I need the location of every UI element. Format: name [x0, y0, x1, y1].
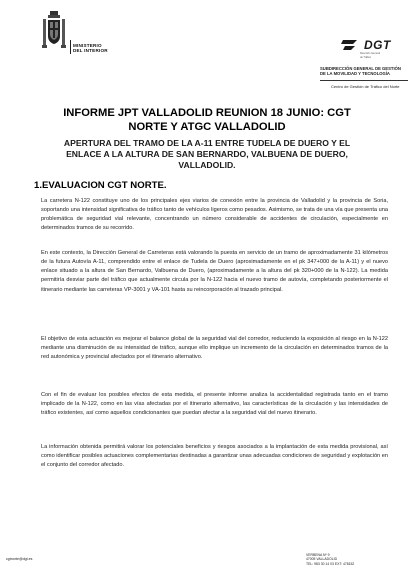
subdireccion-name: [320, 66, 410, 76]
footer-address: [306, 553, 354, 566]
ministry-line-1: MINISTERIO: [73, 43, 102, 48]
subdireccion-line-2: DE LA MOVILIDAD Y TECNOLOGÍA: [320, 71, 390, 76]
paragraph-2: En este contexto, la Dirección General de Carreteras está valorando la puesta en servicio de un tramo de aproximadamente 31 kilómetros de la futura Autovía A-11, comprendido entre el enlace de Tudela de Duero (aproximadamente en el pk 347+000 de la A-11) y el nuevo enlace situado a la altura de San Bernardo, Valbuena de Duero, (aproximadamente a la altura del pk 320+000 de la N-122). La medida permitiría desviar parte del tráfico que actualmente circula por la N-122 hacia el nuevo tramo de autovía, completando posteriormente el itinerario mediante las carreteras VP-3001 y VA-101 hasta su reincorporación al trazado principal.: [41, 250, 388, 293]
paragraph-4: Con el fin de evaluar los posibles efectos de esta medida, el presente informe analiza la accidentalidad registrada tanto en el tramo implicado de la N-122, como en las vías afectadas por el itinerario alternativo, las características de la circulación y las intensidades de tráfico existentes, así como aquellos condicionantes que puedan afectar a la seguridad vial del nuevo itinerario.: [41, 392, 388, 417]
footer-address-line-2: 47005 VALLADOLID: [306, 557, 338, 562]
footer-address-line-1: VERBENA Nº 9: [306, 553, 330, 557]
paragraph-5: La información obtenida permitirá valorar los potenciales beneficios y riesgos asociados a la implantación de esta medida provisional, así como identificar posibles actuaciones complementarias destinadas a garantizar unas adecuadas condiciones de seguridad y explotación en el conjunto del corredor afectado.: [41, 444, 388, 469]
report-title-line-1: INFORME JPT VALLADOLID REUNION 18 JUNIO: CGT: [63, 107, 351, 119]
coat-of-arms-logo: [41, 10, 67, 52]
section-heading: 1.EVALUACION CGT NORTE.: [34, 180, 167, 191]
report-subtitle-line-2: ENLACE A LA ALTURA DE SAN BERNARDO, VALBUENA DE DUERO,: [66, 148, 348, 159]
paragraph-3: El objetivo de esta actuación es mejorar el balance global de la seguridad vial del corredor, reduciendo la exposición al riesgo en la N-122 mediante una disminución de su intensidad de tráfico, aunque ello implique un incremento de la circulación en determinados tramos de la red autonómica y provincial afectados por el itinerario alternativo.: [41, 336, 388, 361]
dgt-logo-text: DGT: [364, 38, 391, 52]
dgt-logo-subtitle-2: de Tráfico: [360, 56, 371, 59]
report-subtitle: [28, 138, 386, 170]
footer-address-line-3: TEL: 983 30 14 03 EXT: 478152: [306, 561, 355, 566]
dgt-logo-subtitle-1: Dirección General: [360, 52, 381, 55]
centro-name: Centro de Gestión de Tráfico del Norte: [331, 84, 400, 89]
header-divider: [320, 80, 408, 81]
ministry-name: [73, 43, 108, 54]
report-subtitle-line-1: APERTURA DEL TRAMO DE LA A-11 ENTRE TUDELA DE DUERO Y EL: [63, 138, 351, 148]
report-title-line-2: NORTE Y ATGC VALLADOLID: [128, 121, 286, 133]
footer-email[interactable]: cgtnorte@dgt.es: [6, 557, 33, 561]
ministry-divider: [70, 40, 71, 54]
subdireccion-line-1: SUBDIRECCIÓN GENERAL DE GESTIÓN: [320, 66, 401, 71]
report-subtitle-line-3: VALLADOLID.: [178, 159, 236, 170]
report-title: [30, 106, 384, 134]
paragraph-1: La carretera N-122 constituye uno de los principales ejes viarios de conexión entre la provincia de Valladolid y la provincia de Soria, soportando una intensidad significativa de tráfico tanto de vehículos ligeros como pesados. Asimismo, se trata de una vía que presenta una problemática de seguridad vial relevante, concentrando un número considerable de accidentes de circulación, especialmente en determinados tramos de su recorrido.: [41, 198, 388, 232]
ministry-line-2: DEL INTERIOR: [73, 48, 108, 54]
